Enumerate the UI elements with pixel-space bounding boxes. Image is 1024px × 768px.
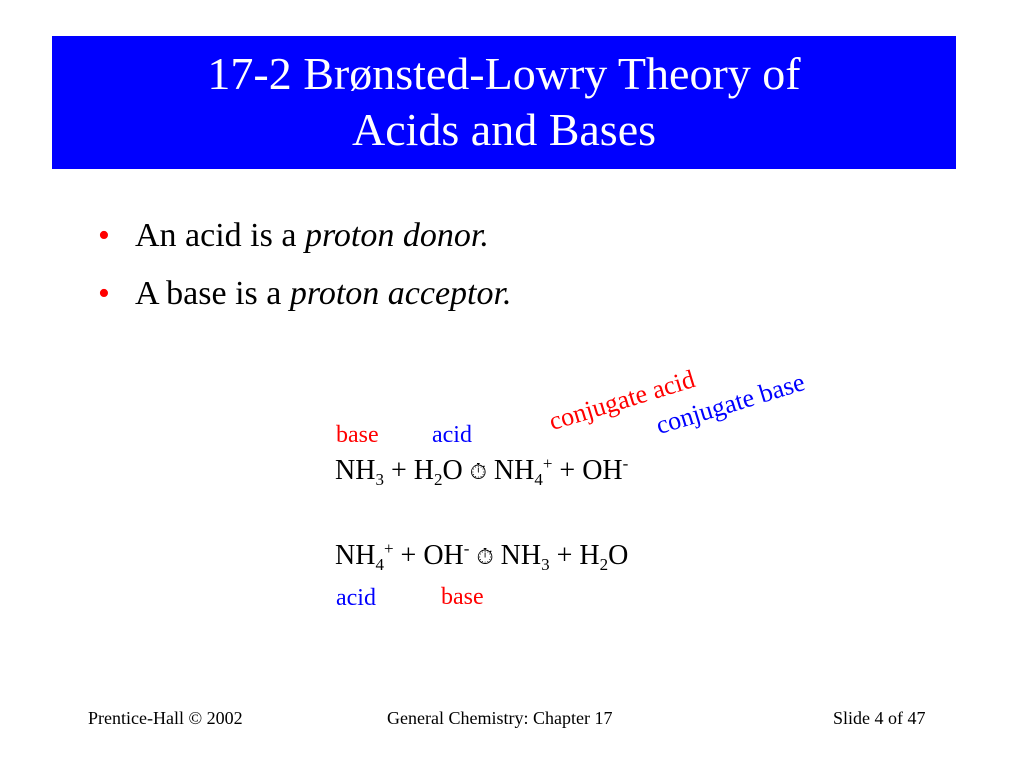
- slide-title: [52, 36, 956, 169]
- eq-text: NH: [335, 540, 376, 571]
- label-eq2-base: base: [441, 584, 484, 610]
- reaction-arrow-icon: ⏱: [476, 545, 494, 570]
- bullet-emphasis: proton acceptor.: [289, 275, 512, 312]
- equation-2: [335, 540, 628, 574]
- eq-text: + OH: [393, 540, 464, 571]
- eq-text: + H: [549, 540, 600, 571]
- eq-subscript: 2: [433, 470, 443, 489]
- bullet-base-definition: [98, 274, 511, 314]
- footer-course: General Chemistry: Chapter 17: [387, 708, 613, 728]
- eq-text: NH: [493, 540, 542, 571]
- title-line-2: Acids and Bases: [351, 104, 657, 155]
- bullet-acid-definition: [98, 216, 489, 256]
- label-conjugate-acid: conjugate acid: [545, 364, 699, 436]
- bullet-marker: •: [98, 275, 110, 312]
- bullet-text: An acid is a: [135, 217, 305, 254]
- equation-1: [335, 455, 628, 489]
- eq-superscript: +: [383, 539, 394, 558]
- bullet-emphasis: proton donor.: [304, 217, 489, 254]
- label-conjugate-base: conjugate base: [652, 367, 809, 440]
- eq-subscript: 4: [375, 555, 384, 574]
- eq-superscript: -: [463, 539, 470, 558]
- eq-subscript: 3: [375, 470, 384, 489]
- footer-slide-number: Slide 4 of 47: [833, 708, 926, 728]
- bullet-text: A base is a: [135, 275, 290, 312]
- footer-publisher: Prentice-Hall © 2002: [88, 708, 243, 728]
- eq-text: NH: [486, 455, 535, 486]
- reaction-arrow-icon: ⏱: [469, 460, 487, 485]
- eq-subscript: 4: [534, 470, 543, 489]
- eq-superscript: -: [622, 454, 629, 473]
- eq-text: NH: [335, 455, 376, 486]
- bullet-marker: •: [98, 217, 110, 254]
- eq-subscript: 3: [541, 555, 550, 574]
- label-eq2-acid: acid: [336, 585, 376, 611]
- eq-text: O: [442, 455, 470, 486]
- eq-text: O: [608, 540, 629, 571]
- eq-text: + H: [383, 455, 434, 486]
- label-eq1-acid: acid: [432, 422, 472, 448]
- eq-superscript: +: [542, 454, 553, 473]
- title-line-1: 17-2 Brønsted-Lowry Theory of: [207, 48, 801, 99]
- label-eq1-base: base: [336, 422, 379, 448]
- eq-subscript: 2: [599, 555, 609, 574]
- eq-text: + OH: [552, 455, 623, 486]
